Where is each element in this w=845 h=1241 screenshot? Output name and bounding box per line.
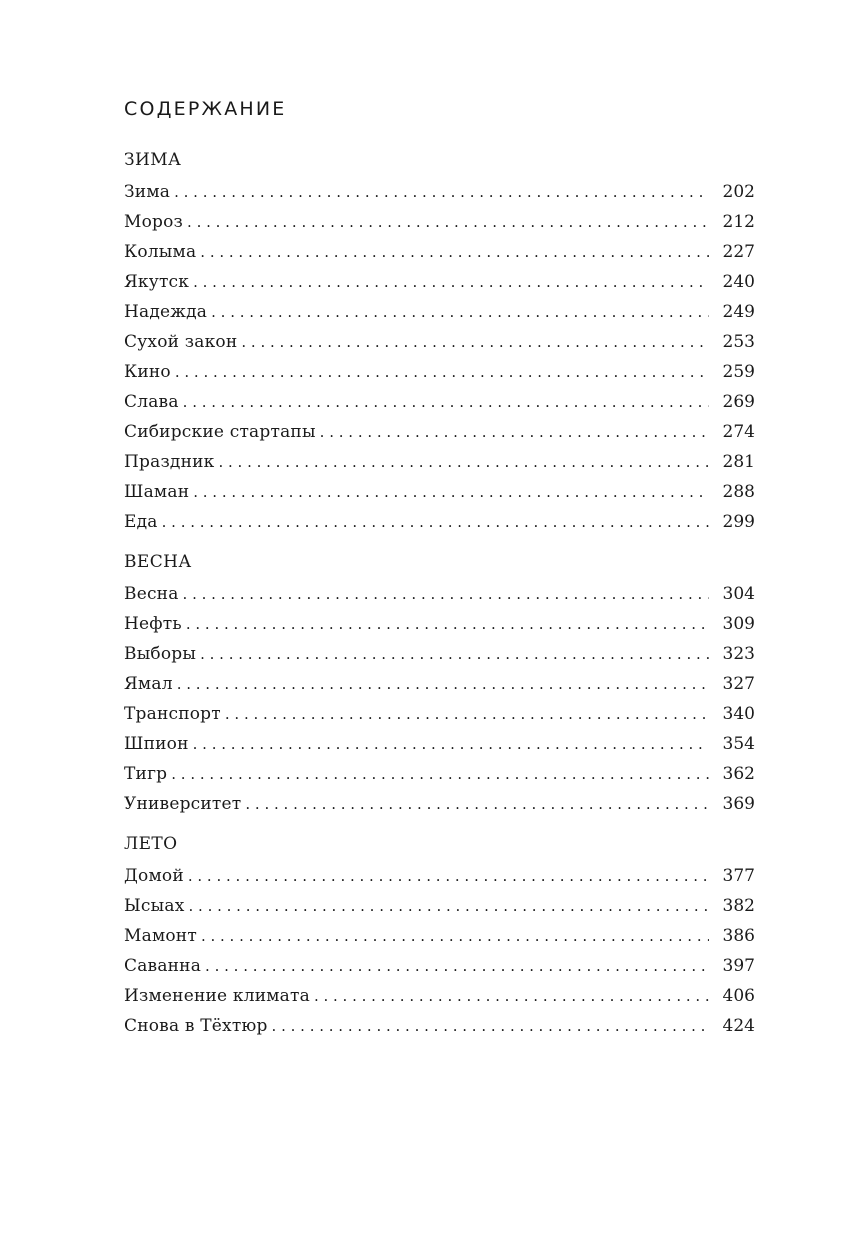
entry-title: Надежда	[124, 302, 208, 322]
dot-leader	[177, 669, 709, 699]
toc-entry[interactable]	[124, 267, 755, 297]
toc-entry[interactable]	[124, 417, 755, 447]
entry-title: Колыма	[124, 242, 197, 262]
entry-title: Ысыах	[124, 896, 185, 916]
toc-entry[interactable]	[124, 729, 755, 759]
entry-title: Мамонт	[124, 926, 197, 946]
entry-page-number: 340	[722, 704, 755, 724]
entry-page-number: 253	[722, 332, 755, 352]
toc-entry[interactable]	[124, 387, 755, 417]
entry-page-number: 281	[722, 452, 755, 472]
dot-leader	[201, 921, 709, 951]
toc-entry[interactable]	[124, 669, 755, 699]
entry-page-number: 269	[722, 392, 755, 412]
entry-title: Весна	[124, 584, 179, 604]
dot-leader	[218, 447, 709, 477]
toc-entry[interactable]	[124, 921, 755, 951]
toc-entry[interactable]	[124, 981, 755, 1011]
entry-page-number: 202	[722, 182, 755, 202]
toc-entry[interactable]	[124, 699, 755, 729]
dot-leader	[171, 759, 709, 789]
entry-title: Шаман	[124, 482, 190, 502]
dot-leader	[162, 507, 709, 537]
toc-entry[interactable]	[124, 327, 755, 357]
entry-title: Зима	[124, 182, 171, 202]
entry-title: Домой	[124, 866, 184, 886]
toc-entry[interactable]	[124, 357, 755, 387]
toc-section	[124, 147, 755, 537]
entry-title: Снова в Тёхтюр	[124, 1016, 268, 1036]
entry-title: Кино	[124, 362, 171, 382]
dot-leader	[211, 297, 709, 327]
entry-page-number: 362	[722, 764, 755, 784]
entry-title: Тигр	[124, 764, 168, 784]
dot-leader	[174, 177, 709, 207]
entry-page-number: 212	[722, 212, 755, 232]
entry-page-number: 354	[722, 734, 755, 754]
entry-page-number: 309	[722, 614, 755, 634]
toc-title: СОДЕРЖАНИЕ	[124, 98, 287, 120]
dot-leader	[187, 207, 709, 237]
section-heading: ЗИМА	[124, 150, 182, 170]
entry-page-number: 299	[722, 512, 755, 532]
dot-leader	[200, 639, 709, 669]
entry-page-number: 274	[722, 422, 755, 442]
toc-entry[interactable]	[124, 891, 755, 921]
dot-leader	[189, 891, 710, 921]
entry-page-number: 424	[722, 1016, 755, 1036]
entry-title: Шпион	[124, 734, 189, 754]
entry-page-number: 304	[722, 584, 755, 604]
section-heading: ЛЕТО	[124, 834, 178, 854]
entry-page-number: 369	[722, 794, 755, 814]
toc-sections	[124, 147, 755, 1041]
toc-entry[interactable]	[124, 639, 755, 669]
entry-page-number: 288	[722, 482, 755, 502]
entry-page-number: 323	[722, 644, 755, 664]
entry-title: Праздник	[124, 452, 215, 472]
entry-page-number: 249	[722, 302, 755, 322]
entry-page-number: 259	[722, 362, 755, 382]
entry-title: Выборы	[124, 644, 197, 664]
toc-entry[interactable]	[124, 861, 755, 891]
toc-entry[interactable]	[124, 297, 755, 327]
entry-title: Якутск	[124, 272, 190, 292]
entry-page-number: 327	[722, 674, 755, 694]
dot-leader	[183, 579, 709, 609]
dot-leader	[193, 267, 709, 297]
entry-title: Университет	[124, 794, 242, 814]
dot-leader	[186, 609, 709, 639]
entry-page-number: 386	[722, 926, 755, 946]
toc-entry[interactable]	[124, 507, 755, 537]
entry-title: Изменение климата	[124, 986, 310, 1006]
toc-entry[interactable]	[124, 207, 755, 237]
entry-title: Транспорт	[124, 704, 221, 724]
toc-entry[interactable]	[124, 477, 755, 507]
dot-leader	[188, 861, 709, 891]
entry-page-number: 227	[722, 242, 755, 262]
toc-section	[124, 831, 755, 1041]
entry-page-number: 377	[722, 866, 755, 886]
toc-entry[interactable]	[124, 609, 755, 639]
dot-leader	[314, 981, 709, 1011]
entry-title: Саванна	[124, 956, 202, 976]
dot-leader	[183, 387, 709, 417]
entry-page-number: 406	[722, 986, 755, 1006]
dot-leader	[205, 951, 709, 981]
dot-leader	[241, 327, 709, 357]
entry-title: Слава	[124, 392, 179, 412]
section-heading: ВЕСНА	[124, 552, 192, 572]
entry-title: Нефть	[124, 614, 182, 634]
dot-leader	[193, 729, 709, 759]
toc-entry[interactable]	[124, 789, 755, 819]
entry-title: Сибирские стартапы	[124, 422, 316, 442]
entry-title: Еда	[124, 512, 158, 532]
toc-entry[interactable]	[124, 951, 755, 981]
toc-entry[interactable]	[124, 759, 755, 789]
toc-entry[interactable]	[124, 1011, 755, 1041]
entry-page-number: 240	[722, 272, 755, 292]
dot-leader	[245, 789, 709, 819]
entry-title: Сухой закон	[124, 332, 238, 352]
toc-section	[124, 549, 755, 819]
dot-leader	[225, 699, 709, 729]
dot-leader	[200, 237, 709, 267]
entry-title: Мороз	[124, 212, 184, 232]
dot-leader	[193, 477, 709, 507]
toc-entry[interactable]	[124, 447, 755, 477]
dot-leader	[175, 357, 709, 387]
dot-leader	[272, 1011, 709, 1041]
entry-title: Ямал	[124, 674, 173, 694]
toc-entry[interactable]	[124, 579, 755, 609]
toc-entry[interactable]	[124, 177, 755, 207]
table-of-contents	[124, 96, 755, 1053]
toc-entry[interactable]	[124, 237, 755, 267]
dot-leader	[320, 417, 709, 447]
entry-page-number: 397	[722, 956, 755, 976]
entry-page-number: 382	[722, 896, 755, 916]
